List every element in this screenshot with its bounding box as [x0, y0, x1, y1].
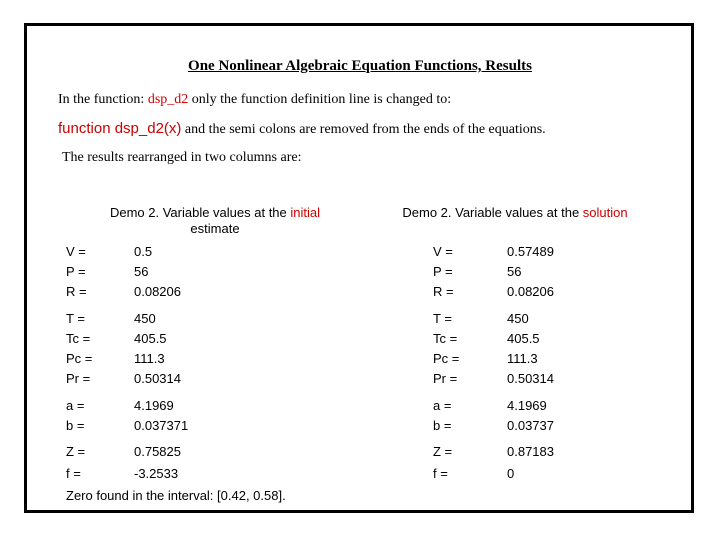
left-row-label: Pr =: [66, 371, 91, 386]
right-row-label: V =: [433, 244, 453, 259]
right-row-value: 450: [507, 311, 529, 326]
left-row-value: 0.50314: [134, 371, 181, 386]
left-row-label: b =: [66, 418, 85, 433]
right-row-label: R =: [433, 284, 454, 299]
left-row-value: -3.2533: [134, 466, 179, 481]
right-row-label: a =: [433, 398, 452, 413]
right-row-label: b =: [433, 418, 452, 433]
left-row-label: T =: [66, 311, 85, 326]
right-column-header: [380, 205, 650, 221]
right-header-prefix: Demo 2. Variable values at the: [402, 205, 583, 220]
intro-line-1-prefix: In the function:: [58, 92, 148, 107]
right-row-value: 0.50314: [507, 371, 554, 386]
left-row-value: 0.5: [134, 244, 153, 259]
left-row-value: 4.1969: [134, 398, 174, 413]
left-header-line2: estimate: [190, 221, 240, 236]
right-header-accent: solution: [582, 205, 628, 220]
left-row-value: 0.75825: [134, 444, 181, 459]
left-row-label: Z =: [66, 444, 86, 459]
left-footer: Zero found in the interval: [0.42, 0.58].: [66, 488, 286, 503]
right-row-label: P =: [433, 264, 453, 279]
left-row-value: 450: [134, 311, 156, 326]
left-header-prefix: Demo 2. Variable values at the: [109, 205, 291, 220]
left-row-label: a =: [66, 398, 85, 413]
intro-line-3: The results rearranged in two columns are:: [62, 150, 302, 165]
intro-line-1-suffix: only the function definition line is changed to:: [188, 92, 452, 107]
right-row-value: 0.03737: [507, 418, 554, 433]
right-row-value: 0.87183: [507, 444, 554, 459]
left-row-value: 0.037371: [134, 418, 189, 433]
left-row-label: P =: [66, 264, 86, 279]
right-row-value: 405.5: [507, 331, 540, 346]
left-row-label: f =: [66, 466, 81, 481]
intro-line-2-suffix: and the semi colons are removed from the ends of the equations.: [181, 122, 546, 137]
right-row-label: Tc =: [433, 331, 458, 346]
right-row-value: 111.3: [507, 351, 538, 366]
left-row-label: V =: [66, 244, 86, 259]
left-row-value: 56: [134, 264, 149, 279]
right-row-value: 56: [507, 264, 522, 279]
intro-code: function dsp_d2(x): [58, 120, 182, 137]
intro-line-1: [58, 92, 451, 108]
intro-function-name: dsp_d2: [147, 92, 189, 107]
left-header-accent: initial: [290, 205, 321, 220]
right-row-value: 4.1969: [507, 398, 547, 413]
left-row-value: 405.5: [134, 331, 167, 346]
intro-line-2: [58, 120, 546, 138]
slide-title: One Nonlinear Algebraic Equation Functions, Results: [188, 58, 532, 74]
right-row-label: Z =: [433, 444, 453, 459]
left-row-label: R =: [66, 284, 87, 299]
left-row-value: 111.3: [134, 351, 165, 366]
right-row-value: 0.57489: [507, 244, 554, 259]
right-row-label: f =: [433, 466, 448, 481]
left-row-value: 0.08206: [134, 284, 181, 299]
right-row-value: 0: [507, 466, 515, 481]
left-column-header: [84, 205, 346, 237]
left-row-label: Tc =: [66, 331, 91, 346]
left-row-label: Pc =: [66, 351, 93, 366]
right-row-label: Pr =: [433, 371, 458, 386]
right-row-label: T =: [433, 311, 452, 326]
right-row-label: Pc =: [433, 351, 460, 366]
right-row-value: 0.08206: [507, 284, 554, 299]
